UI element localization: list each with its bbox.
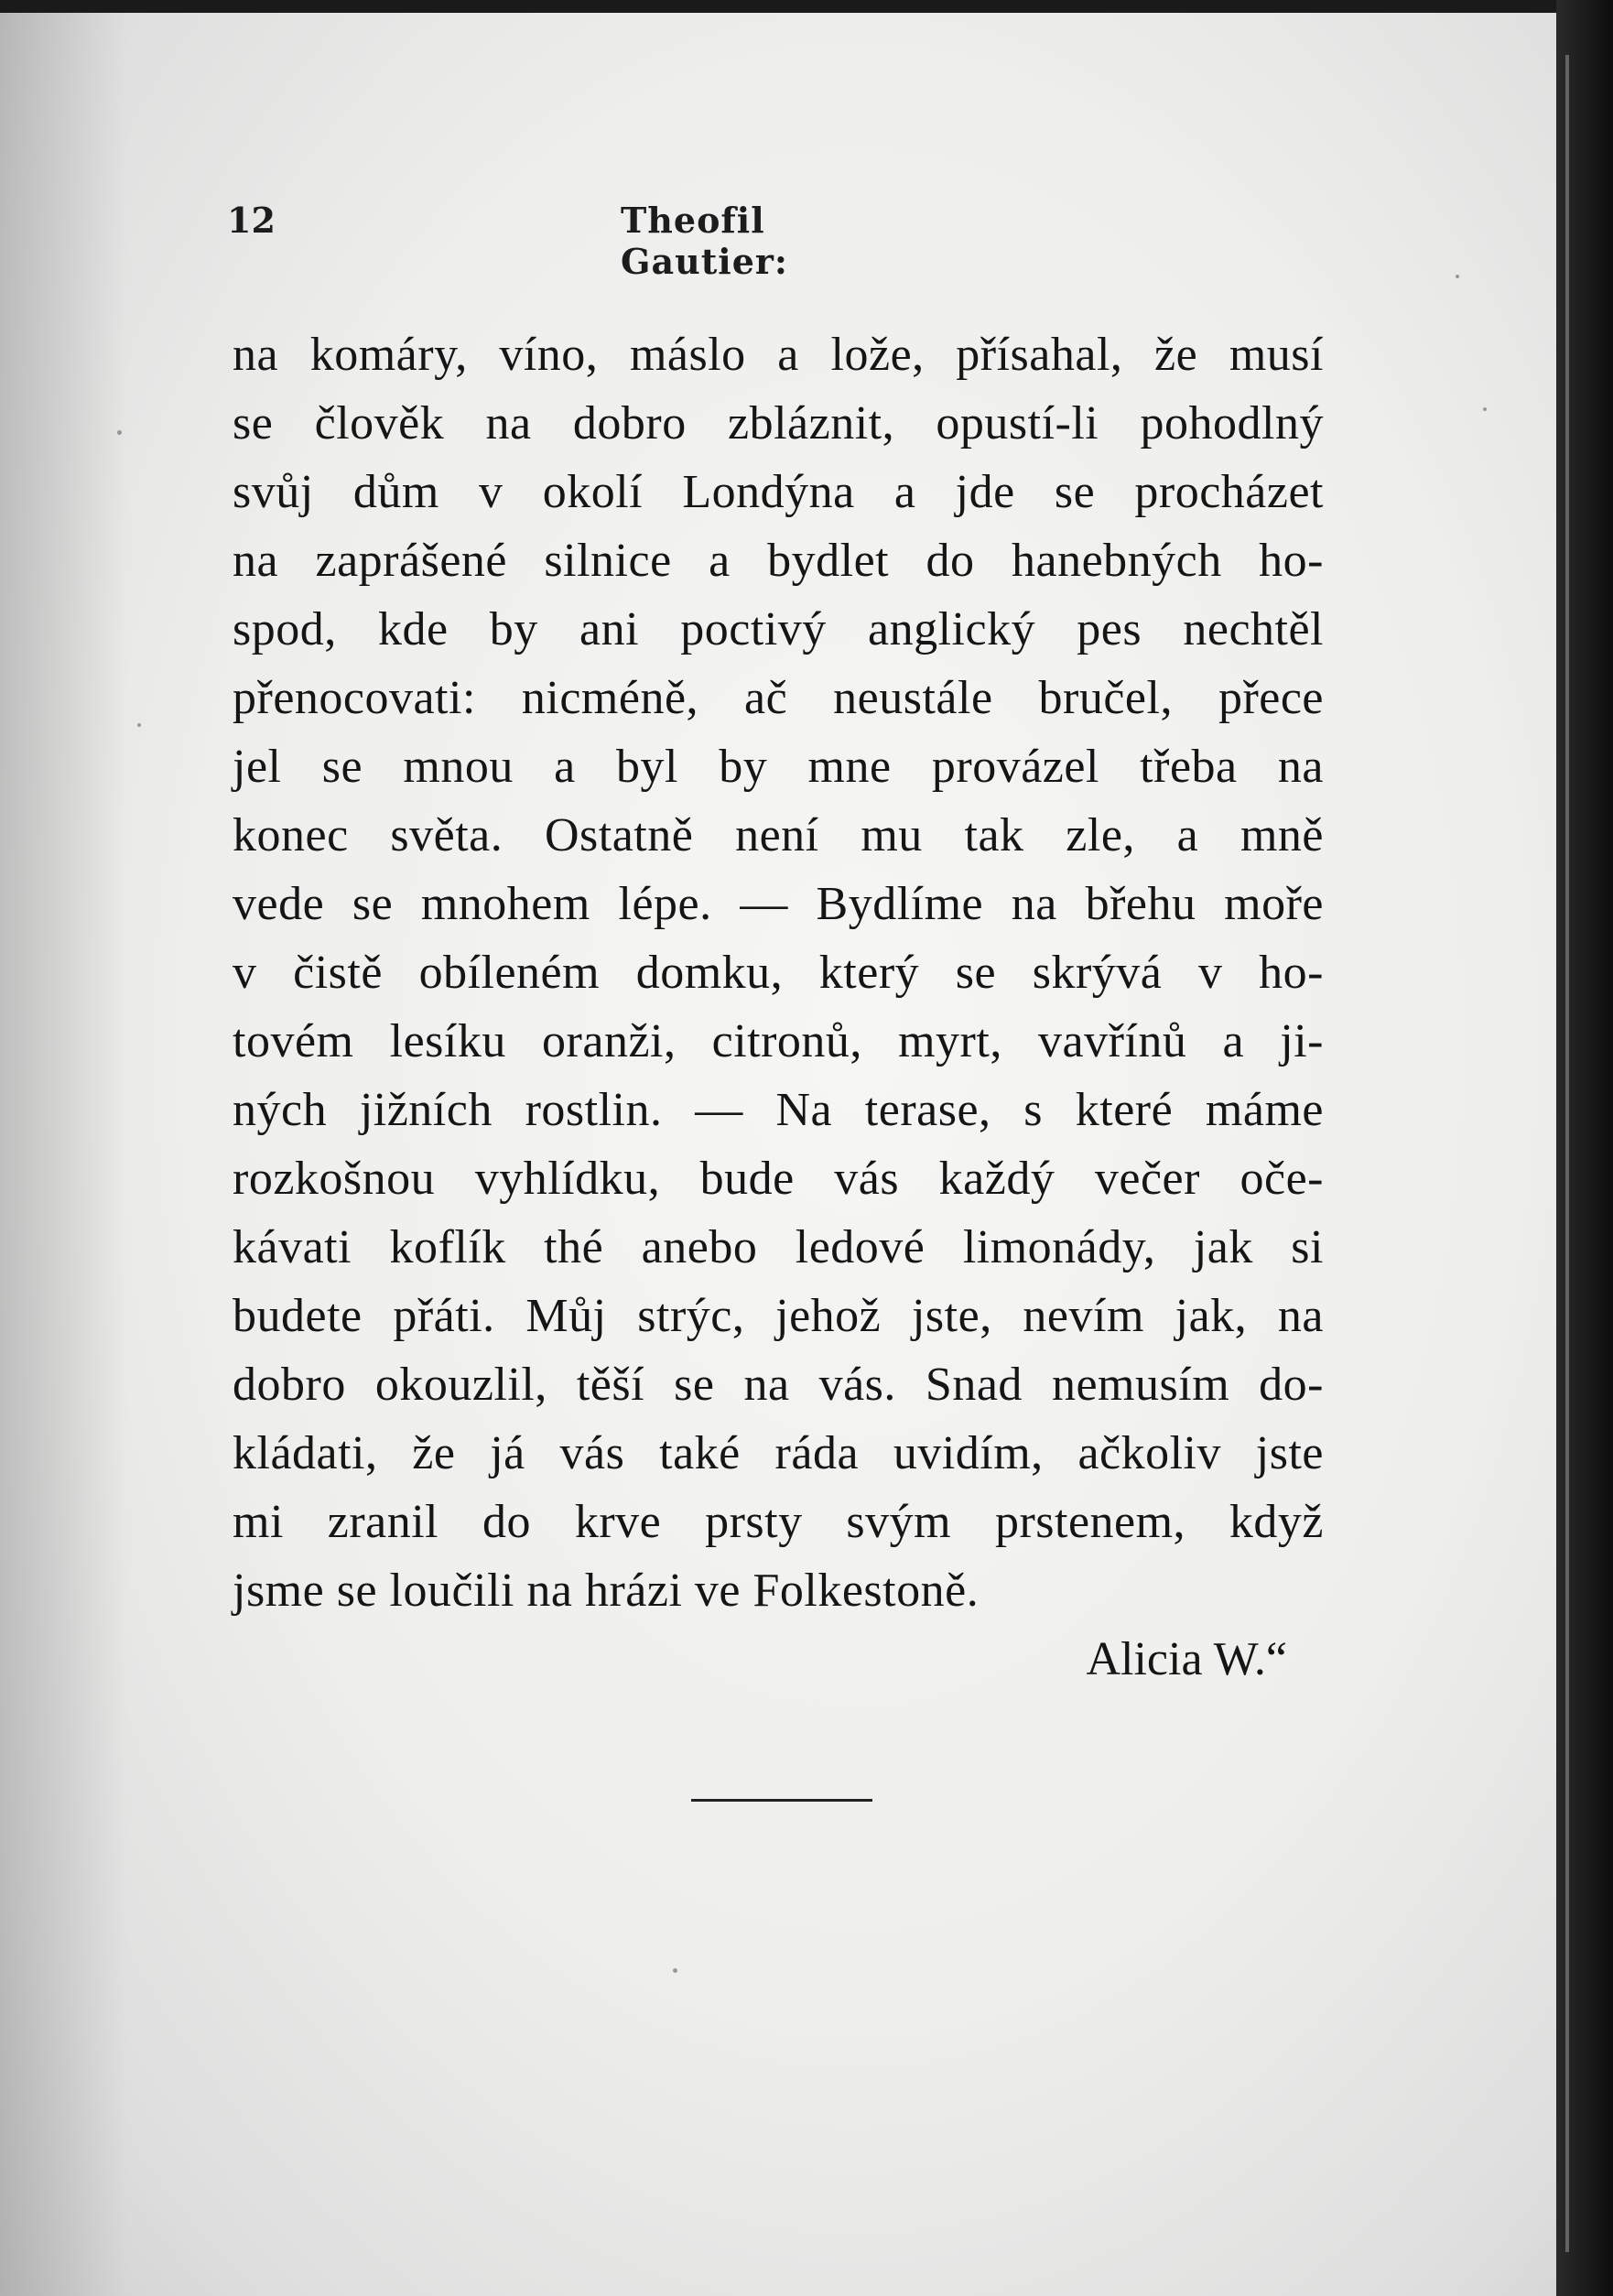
text-line: dobro okouzlil, těší se na vás. Snad nemusím do-: [233, 1359, 1324, 1411]
paper-speck: [117, 430, 122, 435]
signature: Alicia W.“: [1086, 1633, 1287, 1685]
text-line: jsme se loučili na hrázi ve Folkestoně.: [233, 1565, 980, 1617]
page-edge-line: [1565, 55, 1569, 2252]
end-rule: [691, 1799, 872, 1802]
text-line: kávati koflík thé anebo ledové limonády, jak si: [233, 1221, 1324, 1273]
paper-speck: [673, 1968, 677, 1973]
body-text: [233, 320, 1324, 1694]
text-line: v čistě obíleném domku, který se skrývá v ho-: [233, 947, 1324, 999]
page-gutter-shadow: [0, 13, 128, 2296]
text-line: mi zranil do krve prsty svým prstenem, když: [233, 1496, 1324, 1548]
text-line: ných jižních rostlin. — Na terase, s které máme: [233, 1084, 1324, 1136]
text-line: se člověk na dobro zbláznit, opustí-li pohodlný: [233, 397, 1324, 449]
text-line: rozkošnou vyhlídku, bude vás každý večer oče-: [233, 1153, 1324, 1205]
paper-speck: [137, 723, 141, 727]
text-line: na zaprášené silnice a bydlet do hanebných ho-: [233, 535, 1324, 587]
text-line: kládati, že já vás také ráda uvidím, ačkoliv jste: [233, 1427, 1324, 1479]
text-line: konec světa. Ostatně není mu tak zle, a mně: [233, 809, 1324, 861]
text-line: na komáry, víno, máslo a lože, přísahal, že musí: [233, 329, 1324, 381]
text-line: přenocovati: nicméně, ač neustále bručel, přece: [233, 672, 1324, 724]
text-line: svůj dům v okolí Londýna a jde se procházet: [233, 466, 1324, 518]
text-line: tovém lesíku oranži, citronů, myrt, vavřínů a ji-: [233, 1015, 1324, 1067]
paper-speck: [1483, 407, 1487, 411]
page-number: 12: [227, 200, 276, 241]
text-line: jel se mnou a byl by mne provázel třeba na: [233, 741, 1324, 793]
running-title: Theofil Gautier:: [621, 200, 788, 282]
text-line: budete přáti. Můj strýc, jehož jste, nevím jak, na: [233, 1290, 1324, 1342]
text-line: spod, kde by ani poctivý anglický pes nechtěl: [233, 603, 1324, 655]
paper-speck: [1456, 275, 1459, 278]
text-line: vede se mnohem lépe. — Bydlíme na břehu moře: [233, 878, 1324, 930]
running-head: [227, 200, 923, 282]
